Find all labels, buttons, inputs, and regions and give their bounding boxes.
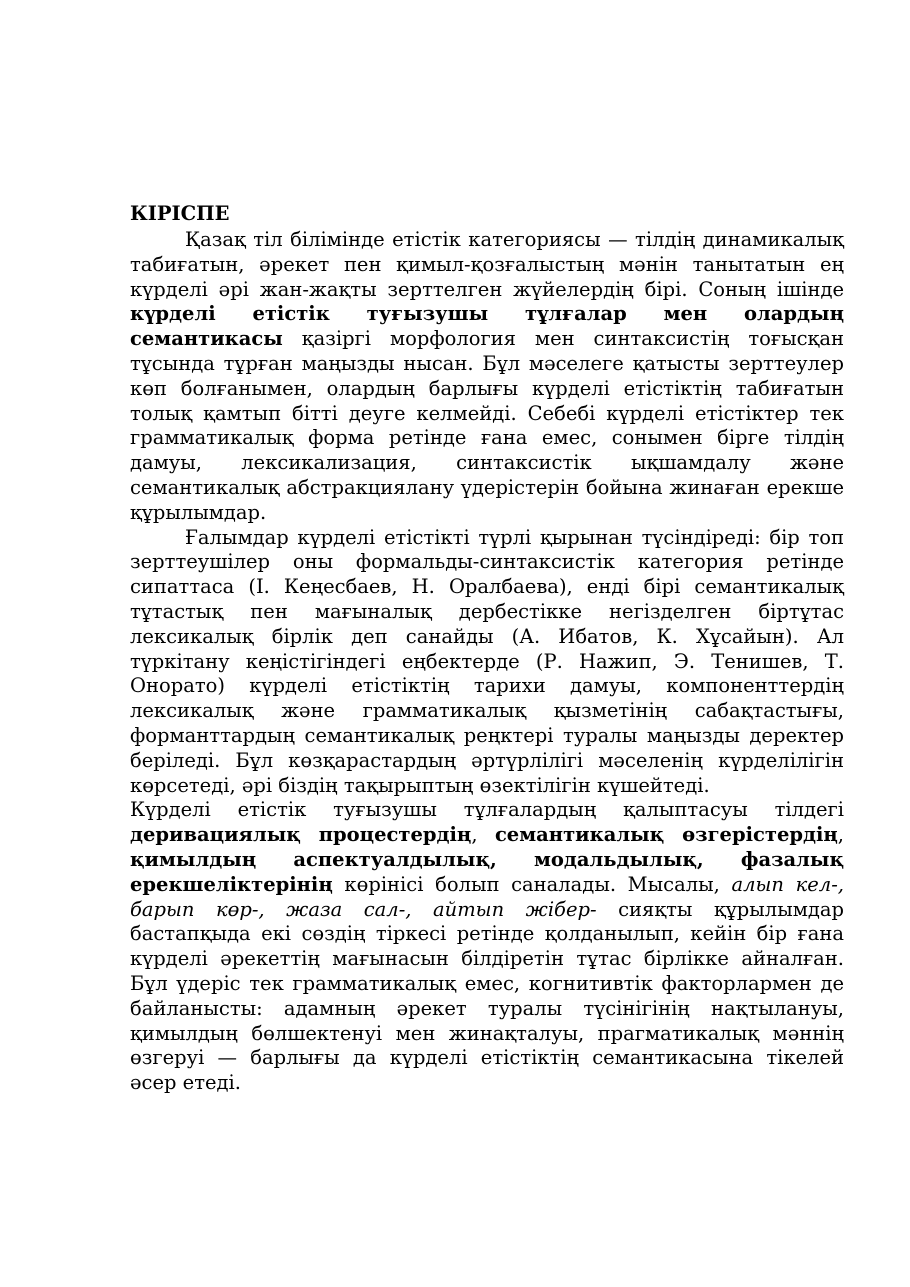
paragraph-3-text-3: , (837, 823, 844, 847)
paragraph-2 (130, 526, 844, 799)
document-page (130, 200, 844, 1096)
paragraph-1-text-1: Қазақ тіл білімінде етістік категориясы — тілдің динамикалық табиғатын, әрекет пен қимыл-қозғалыстың мәнін танытатын ең күрделі әрі жан-жақты зерттелген жүйелердің бірі. Соның ішінде (130, 228, 844, 301)
paragraph-3-text-4: көрінісі болып саналады. Мысалы, (332, 872, 732, 896)
paragraph-1-text-2: қазіргі морфология мен синтаксистің тоғысқан тұсында тұрған маңызды нысан. Бұл мәселеге қатысты зерттеулер көп болғанымен, олардың барлығы күрделі етістіктің табиғатын толық қамтып бітті деуге келмейді. Себебі күрделі етістіктер тек грамматикалық форма ретінде ғана емес, сонымен бірге тілдің дамуы, лексикализация, синтаксистік ықшамдалу және семантикалық абстракциялану үдерістерін бойына жинаған ерекше құрылымдар. (130, 327, 844, 524)
paragraph-3-text-5: сияқты құрылымдар бастапқыда екі сөздің тіркесі ретінде қолданылып, кейін бір ғана күрделі әрекеттің мағынасын білдіретін тұтас бірлікке айналған. Бұл үдеріс тек грамматикалық емес, когнитивтік факторлармен де байланысты: адамның әрекет туралы түсінігінің нақтылануы, қимылдың бөлшектенуі мен жинақталуы, прагматикалық мәннің өзгеруі — барлығы да күрделі етістіктің семантикасына тікелей әсер етеді. (130, 897, 844, 1095)
paragraph-1 (130, 228, 844, 526)
paragraph-3-text-1: Күрделі етістік туғызушы тұлғалардың қалыптасуы тілдегі (130, 798, 844, 822)
paragraph-3 (130, 798, 844, 1096)
section-heading: КІРІСПЕ (130, 202, 230, 225)
paragraph-2-text: Ғалымдар күрделі етістікті түрлі қырынан түсіндіреді: бір топ зерттеушілер оны формальды-синтаксистік категория ретінде сипаттаса (І. Кеңесбаев, Н. Оралбаева), енді бірі семантикалық тұтастық пен мағыналық дербестікке негізделген біртұтас лексикалық бірлік деп санайды (А. Ибатов, К. Хұсайын). Ал түркітану кеңістігіндегі еңбектерде (Р. Нажип, Э. Тенишев, Т. Онорато) күрделі етістіктің тарихи дамуы, компоненттердің лексикалық және грамматикалық қызметінің сабақтастығы, форманттардың семантикалық реңктері туралы маңызды деректер беріледі. Бұл көзқарастардың әртүрлілігі мәселенің күрделілігін көрсетеді, әрі біздің тақырыптың өзектілігін күшейтеді. (130, 525, 844, 797)
paragraph-3-text-2: , (471, 823, 495, 847)
paragraph-3-bold-term-3: қимылдың аспектуалдылық, модальдылық, фазалық ерекшеліктерінің (130, 847, 844, 896)
paragraph-3-bold-term-2: семантикалық өзгерістердің (494, 823, 838, 847)
paragraph-3-italic-examples: алып кел-, барып көр-, жаза сал-, айтып жібер- (130, 872, 844, 921)
paragraph-3-bold-term-1: деривациялық процестердің (130, 823, 472, 847)
paragraph-1-bold-term: күрделі етістік туғызушы тұлғалар мен олардың семантикасы (130, 302, 844, 351)
